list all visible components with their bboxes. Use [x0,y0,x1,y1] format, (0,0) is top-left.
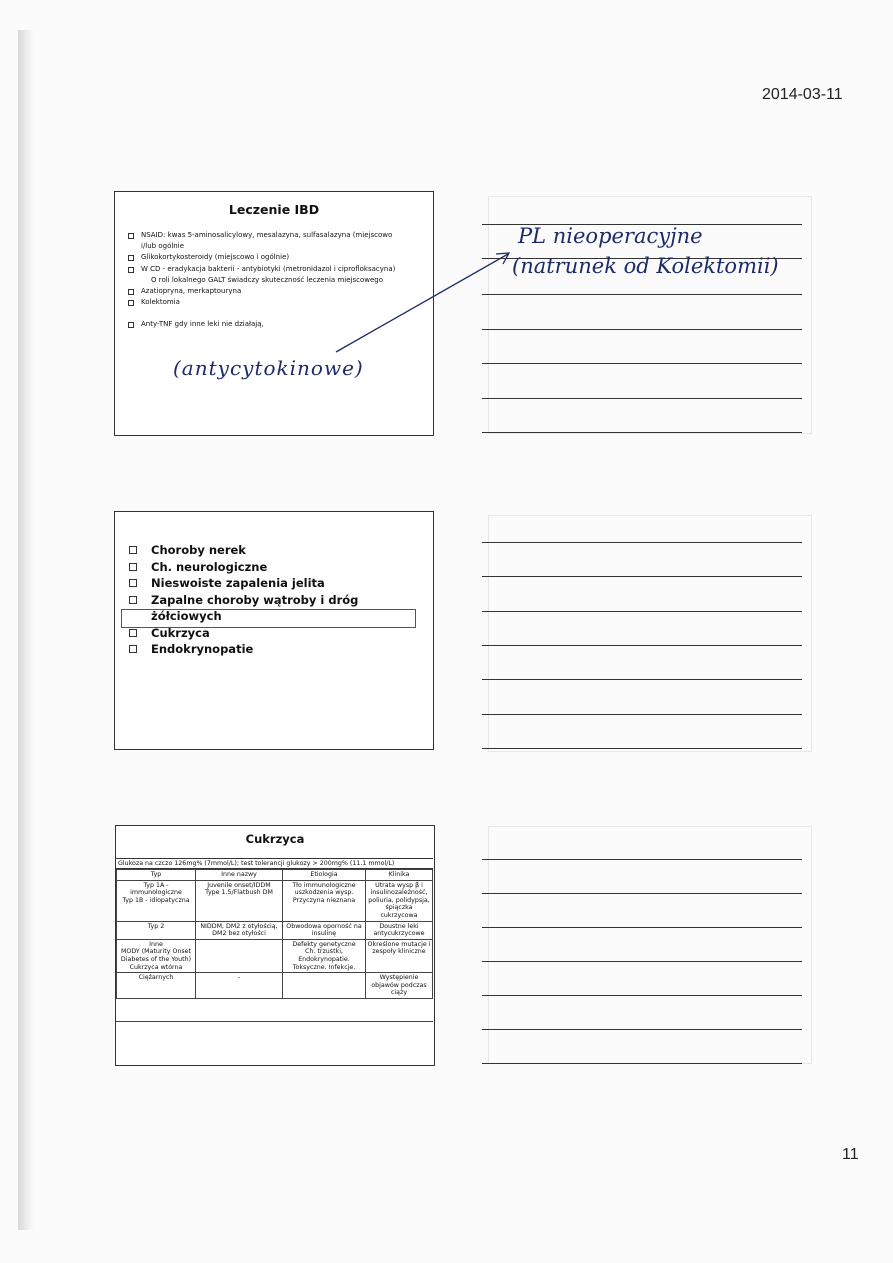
table-cell: Juvenile onset/IDDM Type 1.5/Flatbush DM [196,880,283,921]
slide-cukrzyca [115,825,435,1066]
table-row [117,921,433,939]
handwritten-note: PL nieoperacyjne [518,224,703,248]
list-item: Endokrynopatie [127,641,433,658]
list-item: i/lub ogólnie [141,242,184,251]
table-caption: Glukoza na czczo 126mg% (7mmol/L); test tolerancji glukozy > 200mg% (11.1 mmol/L) [116,858,433,869]
page-date: 2014-03-11 [762,86,843,103]
table-cell [196,939,283,972]
table-cell: Występienie objawów podczas ciąży [366,973,433,999]
list-item: O roli lokalnego GALT świadczy skuteczność leczenia miejscowego [151,275,383,284]
column-header: Typ [117,870,196,881]
note-line [482,611,802,612]
list-item: Zapalne choroby wątroby i dróg żółciowych [127,592,433,625]
list-item: Anty-TNF gdy inne leki nie działają, [125,319,425,330]
table-row [117,880,433,921]
table-cell: Utrata wysp β i insulinozależność, poliuria, polidypsja, śpiączka cukrzycowa [366,880,433,921]
note-line [482,927,802,928]
table-cell: Doustne leki antycukrzycowe [366,921,433,939]
list-item-highlighted: Cukrzyca [127,625,433,642]
list-item: Ch. neurologiczne [127,559,433,576]
note-line [482,398,802,399]
list-item: Glikokortykosteroidy (miejscowo i ogólnie) [125,252,425,263]
note-line [482,363,802,364]
slide-choroby [114,511,434,750]
note-line [482,542,802,543]
column-header: Etiologia [283,870,366,881]
table-cell: Defekty genetyczne Ch. trzustki, Endokrynopatie. Toksyczne. Infekcje. [283,939,366,972]
table-row [117,973,433,999]
note-line [482,961,802,962]
note-line [482,714,802,715]
table-cell: Tło immunologiczne uszkodzenia wysp. Przyczyna nieznana [283,880,366,921]
table-cell: Określone mutacje i zespoły kliniczne [366,939,433,972]
slide-title: Leczenie IBD [228,202,320,217]
bullet-list [127,542,433,658]
table-footer-rule [116,1021,433,1022]
note-line [482,893,802,894]
note-line [482,748,802,749]
note-line [482,679,802,680]
note-line [482,1029,802,1030]
list-item: Nieswoiste zapalenia jelita [127,575,433,592]
note-line [482,859,802,860]
note-line [482,294,802,295]
table-cell: Typ 2 [117,921,196,939]
handwritten-note: (antycytokinowe) [173,356,364,380]
column-header: Klinika [366,870,433,881]
note-line [482,576,802,577]
table-cell: Typ 1A - immunologiczne Typ 1B - idiopatyczna [117,880,196,921]
list-item: Choroby nerek [127,542,433,559]
table-header-row [117,870,433,881]
table-row [117,939,433,972]
note-line [482,329,802,330]
table-cell [283,973,366,999]
diabetes-table [116,869,433,999]
note-line [482,432,802,433]
handwritten-note: (natrunek od Kolektomii) [512,254,779,278]
table-wrapper [116,858,433,1022]
note-line [482,645,802,646]
note-line [482,995,802,996]
table-cell: Inne MODY (Maturity Onset Diabetes of the Youth) Cukrzyca wtórna [117,939,196,972]
table-cell: Ciężarnych [117,973,196,999]
page-number: 11 [842,1146,859,1163]
highlight-box [121,609,416,628]
list-item: Azatiopryna, merkaptouryna [125,286,425,297]
table-cell: - [196,973,283,999]
table-cell: Obwodowa oporność na insulinę [283,921,366,939]
list-item: NSAID: kwas 5-aminosalicylowy, mesalazyna, sulfasalazyna (miejscowo [125,230,425,241]
list-item: W CD - eradykacja bakterii - antybiotyki (metronidazol i ciprofloksacyna) [125,264,425,275]
table-cell: NIDDM, DM2 z otyłością, DM2 bez otyłości [196,921,283,939]
column-header: Inne nazwy [196,870,283,881]
note-line [482,1063,802,1064]
slide-title: Cukrzyca [245,832,305,846]
list-item: Kolektomia [125,297,425,308]
